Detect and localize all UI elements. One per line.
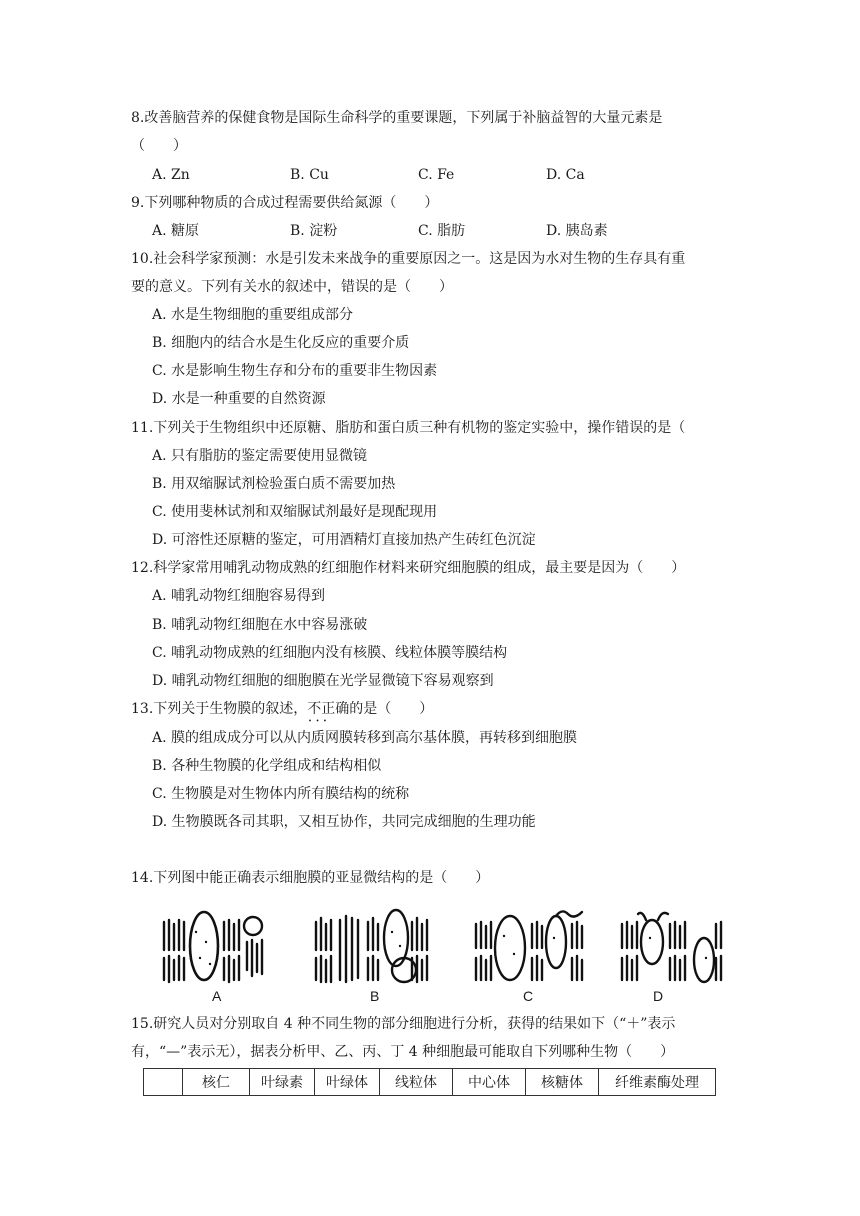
figure-label-c: C — [523, 988, 534, 1004]
table-header-cell: 核糖体 — [526, 1069, 599, 1096]
q8-option-d: D. Ca — [546, 167, 585, 183]
q10-option-b: B. 细胞内的结合水是生化反应的重要介质 — [152, 335, 410, 351]
q13-option-c: C. 生物膜是对生物体内所有膜结构的统称 — [152, 786, 410, 802]
membrane-diagram-d — [622, 913, 721, 982]
q15-stem-line1: 15.研究人员对分别取自 4 种不同生物的部分细胞进行分析，获得的结果如下（“＋”表示 — [131, 1016, 676, 1032]
q10-stem-line2: 要的意义。下列有关水的叙述中，错误的是（ ） — [131, 279, 453, 295]
q8-option-b: B. Cu — [290, 167, 329, 183]
membrane-diagram-c — [476, 911, 582, 980]
q8-option-a: A. Zn — [152, 167, 190, 183]
q9-stem: 9.下列哪种物质的合成过程需要供给氮源（ ） — [131, 195, 439, 211]
q8-option-c: C. Fe — [418, 167, 455, 183]
table-header-cell: 线粒体 — [380, 1069, 453, 1096]
q13-stem-post: 的是（ ） — [349, 701, 434, 717]
q11-option-a: A. 只有脂肪的鉴定需要使用显微镜 — [152, 448, 368, 464]
q14-stem: 14.下列图中能正确表示细胞膜的亚显微结构的是（ ） — [131, 870, 490, 886]
table-header-cell: 叶绿素 — [250, 1069, 315, 1096]
figure-label-d: D — [653, 988, 664, 1004]
q12-option-a: A. 哺乳动物红细胞容易得到 — [152, 588, 326, 604]
q13-stem-emphasis: 不正确 • • • — [307, 700, 349, 718]
q13-option-d: D. 生物膜既各司其职，又相互协作，共同完成细胞的生理功能 — [152, 814, 536, 830]
q11-stem: 11.下列关于生物组织中还原糖、脂肪和蛋白质三种有机物的鉴定实验中，操作错误的是（ — [131, 420, 686, 436]
q12-option-c: C. 哺乳动物成熟的红细胞内没有核膜、线粒体膜等膜结构 — [152, 645, 508, 661]
figure-label-b: B — [370, 988, 380, 1004]
q13-stem — [131, 700, 433, 718]
table-header-cell: 叶绿体 — [315, 1069, 380, 1096]
q12-option-b: B. 哺乳动物红细胞在水中容易涨破 — [152, 617, 368, 633]
table-header-cell: 中心体 — [453, 1069, 526, 1096]
table-header-cell: 核仁 — [183, 1069, 250, 1096]
figure-label-a: A — [212, 988, 222, 1004]
q9-option-a: A. 糖原 — [152, 223, 200, 239]
q11-option-b: B. 用双缩脲试剂检验蛋白质不需要加热 — [152, 476, 396, 492]
membrane-diagram-a — [164, 912, 262, 982]
q12-stem: 12.科学家常用哺乳动物成熟的红细胞作材料来研究细胞膜的组成，最主要是因为（ ） — [131, 560, 686, 576]
q9-option-b: B. 淀粉 — [290, 223, 338, 239]
q10-option-a: A. 水是生物细胞的重要组成部分 — [152, 307, 354, 323]
q10-option-d: D. 水是一种重要的自然资源 — [152, 391, 326, 407]
q11-option-c: C. 使用斐林试剂和双缩脲试剂最好是现配现用 — [152, 504, 438, 520]
q8-stem-line1: 8.改善脑营养的保健食物是国际生命科学的重要课题，下列属于补脑益智的大量元素是 — [131, 110, 663, 126]
table-header-cell — [144, 1069, 183, 1096]
membrane-diagrams-figure — [160, 902, 730, 1002]
q11-option-d: D. 可溶性还原糖的鉴定，可用酒精灯直接加热产生砖红色沉淀 — [152, 532, 536, 548]
membrane-diagram-b — [316, 910, 427, 982]
cell-analysis-table — [143, 1068, 716, 1096]
q13-option-a: A. 膜的组成成分可以从内质网膜转移到高尔基体膜，再转移到细胞膜 — [152, 730, 578, 746]
q10-stem-line1: 10.社会科学家预测：水是引发未来战争的重要原因之一。这是因为水对生物的生存具有重 — [131, 251, 686, 267]
q9-option-d: D. 胰岛素 — [546, 223, 608, 239]
table-header-row — [144, 1069, 716, 1096]
membrane-diagrams-image — [160, 902, 730, 988]
table-header-cell: 纤维素酶处理 — [599, 1069, 716, 1096]
q13-stem-pre: 13.下列关于生物膜的叙述， — [131, 701, 308, 717]
q15-stem-line2: 有，“—”表示无），据表分析甲、乙、丙、丁 4 种细胞最可能取自下列哪种生物（ ） — [131, 1044, 675, 1060]
q10-option-c: C. 水是影响生物生存和分布的重要非生物因素 — [152, 363, 438, 379]
q12-option-d: D. 哺乳动物红细胞的细胞膜在光学显微镜下容易观察到 — [152, 673, 494, 689]
q9-option-c: C. 脂肪 — [418, 223, 466, 239]
q13-option-b: B. 各种生物膜的化学组成和结构相似 — [152, 758, 382, 774]
q8-stem-line2: （ ） — [131, 138, 187, 154]
